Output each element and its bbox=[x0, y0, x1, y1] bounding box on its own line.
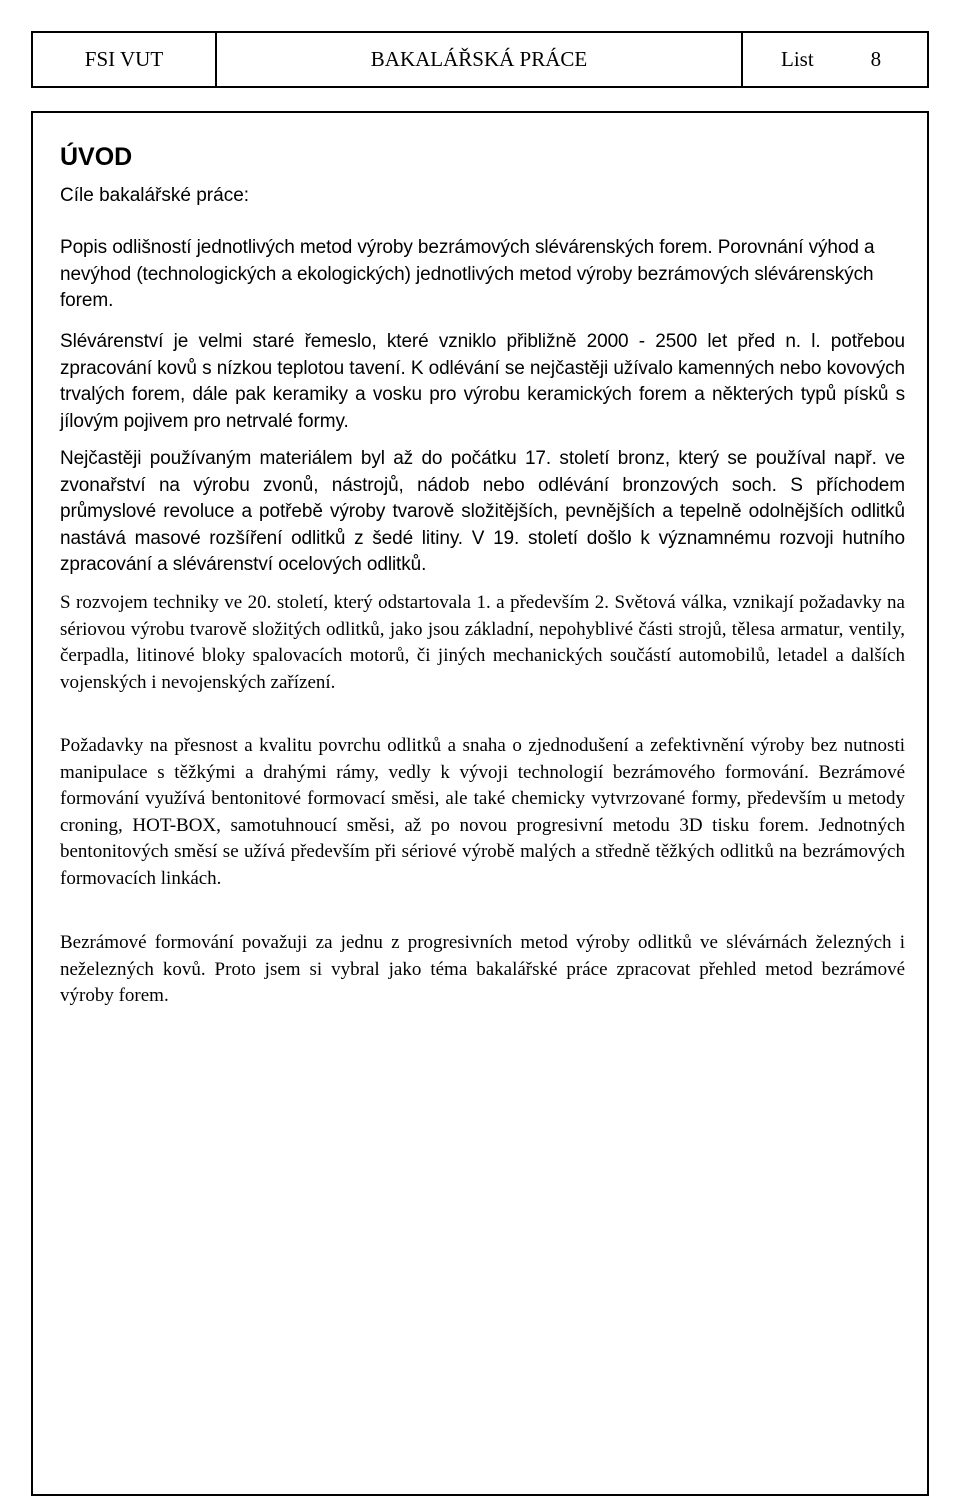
header-faculty: FSI VUT bbox=[33, 33, 217, 86]
header-document-type: BAKALÁŘSKÁ PRÁCE bbox=[217, 33, 743, 86]
page-body bbox=[31, 111, 929, 1496]
paragraph-requirements: Požadavky na přesnost a kvalitu povrchu odlitků a snaha o zjednodušení a zefektivnění výroby bez nutnosti manipulace s těžkými a drahými rámy, vedly k vývoji technologií bezrámového formování. Bezrámové formování využívá bentonitové formovací směsi, ale také chemicky vytvrzované formy, především u metody croning, HOT-BOX, samotuhnoucí směsi, až po novou progresivní metodu 3D tisku forem. Jednotných bentonitových směsí se užívá především při sériové výrobě malých a středně těžkých odlitků na bezrámových formovacích linkách. bbox=[60, 735, 905, 889]
header-page-info bbox=[743, 33, 927, 86]
paragraph-conclusion: Bezrámové formování považuji za jednu z progresivních metod výroby odlitků ve slévárnách železných i neželezných kovů. Proto jsem si vybral jako téma bakalářské práce zpracovat přehled metod bezrámové výroby forem. bbox=[60, 932, 905, 1007]
header-page-number: 8 bbox=[870, 47, 882, 71]
section-subtitle: Cíle bakalářské práce: bbox=[60, 185, 250, 206]
page-header bbox=[31, 31, 929, 88]
paragraph-history: Slévárenství je velmi staré řemeslo, které vzniklo přibližně 2000 - 2500 let před n. l. potřebou zpracování kovů s nízkou teplotou tavení. K odlévání se nejčastěji užívalo kamenných nebo kovových trvalých forem, dále pak keramiky a vosku pro výrobu keramických forem a některých typů písků s jílovým pojivem pro netrvalé formy. bbox=[60, 331, 905, 432]
paragraph-goals: Popis odlišností jednotlivých metod výroby bezrámových slévárenských forem. Porovnání výhod a nevýhod (technologických a ekologických) jednotlivých metod výroby bezrámových slévárenských forem. bbox=[60, 237, 875, 312]
section-title: ÚVOD bbox=[60, 143, 133, 171]
header-list-label: List bbox=[781, 47, 814, 71]
paragraph-20th-century: S rozvojem techniky ve 20. století, který odstartovala 1. a především 2. Světová válka, vznikají požadavky na sériovou výrobu tvarově složitých odlitků, jako jsou základní, nepohyblivé části strojů, tělesa armatur, ventily, čerpadla, litinové bloky spalovacích motorů, či jiných mechanických součástí automobilů, letadel a dalších vojenských i nevojenských zařízení. bbox=[60, 592, 905, 693]
paragraph-materials: Nejčastěji používaným materiálem byl až do počátku 17. století bronz, který se používal např. ve zvonařství na výrobu zvonů, nástrojů, nádob nebo odlévání bronzových soch. S příchodem průmyslové revoluce a potřebě výroby tvarově složitějších, pevnějších a tepelně odolnějších odlitků nastává masové rozšíření odlitků z šedé litiny. V 19. století došlo k významnému rozvoji hutního zpracování a slévárenství ocelových odlitků. bbox=[60, 448, 905, 576]
